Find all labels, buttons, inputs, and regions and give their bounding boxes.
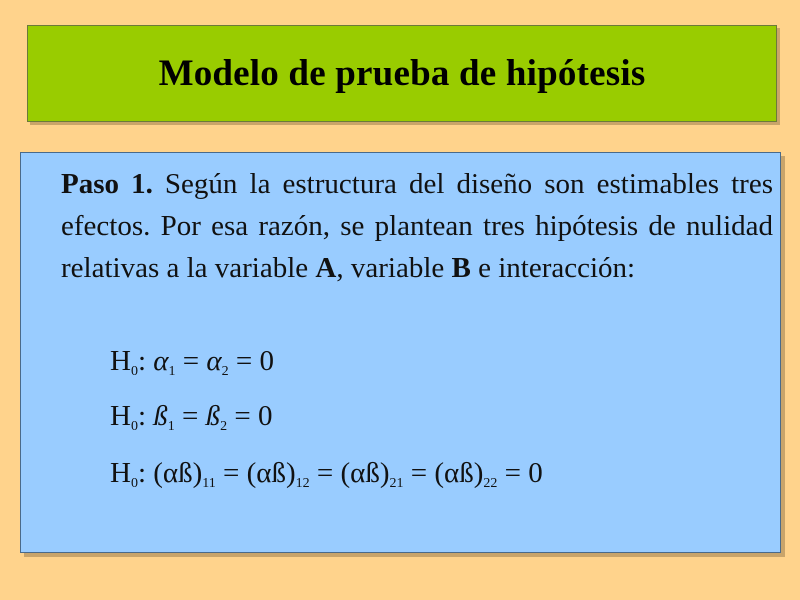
subscript: 1	[168, 364, 176, 379]
equals-zero: = 0	[497, 457, 543, 489]
subscript: 1	[167, 419, 175, 434]
hypothesis-a	[110, 341, 274, 392]
step-paragraph	[61, 163, 773, 289]
hypothesis-b	[110, 396, 272, 447]
h-subscript: 0	[130, 364, 138, 379]
h-subscript: 0	[130, 476, 138, 491]
equals-zero: = 0	[227, 400, 273, 432]
hypothesis-ab	[110, 453, 543, 504]
h-symbol: H	[110, 457, 131, 489]
subscript: 12	[295, 476, 310, 491]
colon: :	[137, 400, 147, 432]
slide-title: Modelo de prueba de hipótesis	[158, 53, 646, 94]
beta-symbol: ß	[153, 400, 168, 432]
paragraph-text-2: , variable	[336, 252, 452, 284]
h-subscript: 0	[130, 419, 138, 434]
interaction-term: (αß)	[246, 457, 296, 489]
alpha-symbol: α	[206, 345, 222, 377]
h-symbol: H	[110, 345, 131, 377]
equals: =	[309, 457, 341, 489]
equals: =	[215, 457, 247, 489]
step-label: Paso 1.	[61, 168, 153, 200]
interaction-term: (αß)	[434, 457, 484, 489]
interaction-term: (αß)	[153, 457, 203, 489]
h-symbol: H	[110, 400, 131, 432]
equals: =	[403, 457, 435, 489]
beta-symbol: ß	[205, 400, 221, 432]
colon: :	[137, 345, 147, 377]
subscript: 21	[389, 476, 404, 491]
subscript: 2	[220, 419, 228, 434]
alpha-symbol: α	[153, 345, 169, 377]
subscript: 11	[202, 476, 216, 491]
variable-a: A	[315, 252, 337, 284]
colon: :	[137, 457, 147, 489]
subscript: 2	[221, 364, 229, 379]
title-banner	[27, 25, 777, 122]
equals: =	[175, 345, 207, 377]
equals-zero: = 0	[228, 345, 274, 377]
subscript: 22	[483, 476, 498, 491]
variable-b: B	[451, 252, 471, 284]
interaction-term: (αß)	[340, 457, 390, 489]
content-panel	[20, 152, 781, 553]
equals: =	[174, 400, 206, 432]
paragraph-text-3: e interacción:	[470, 252, 636, 284]
paragraph-text-1: Según la estructura del diseño son estimables tres efectos. Por esa razón, se plantean tres hipótesis de nulidad relativas a la variable	[61, 168, 773, 284]
